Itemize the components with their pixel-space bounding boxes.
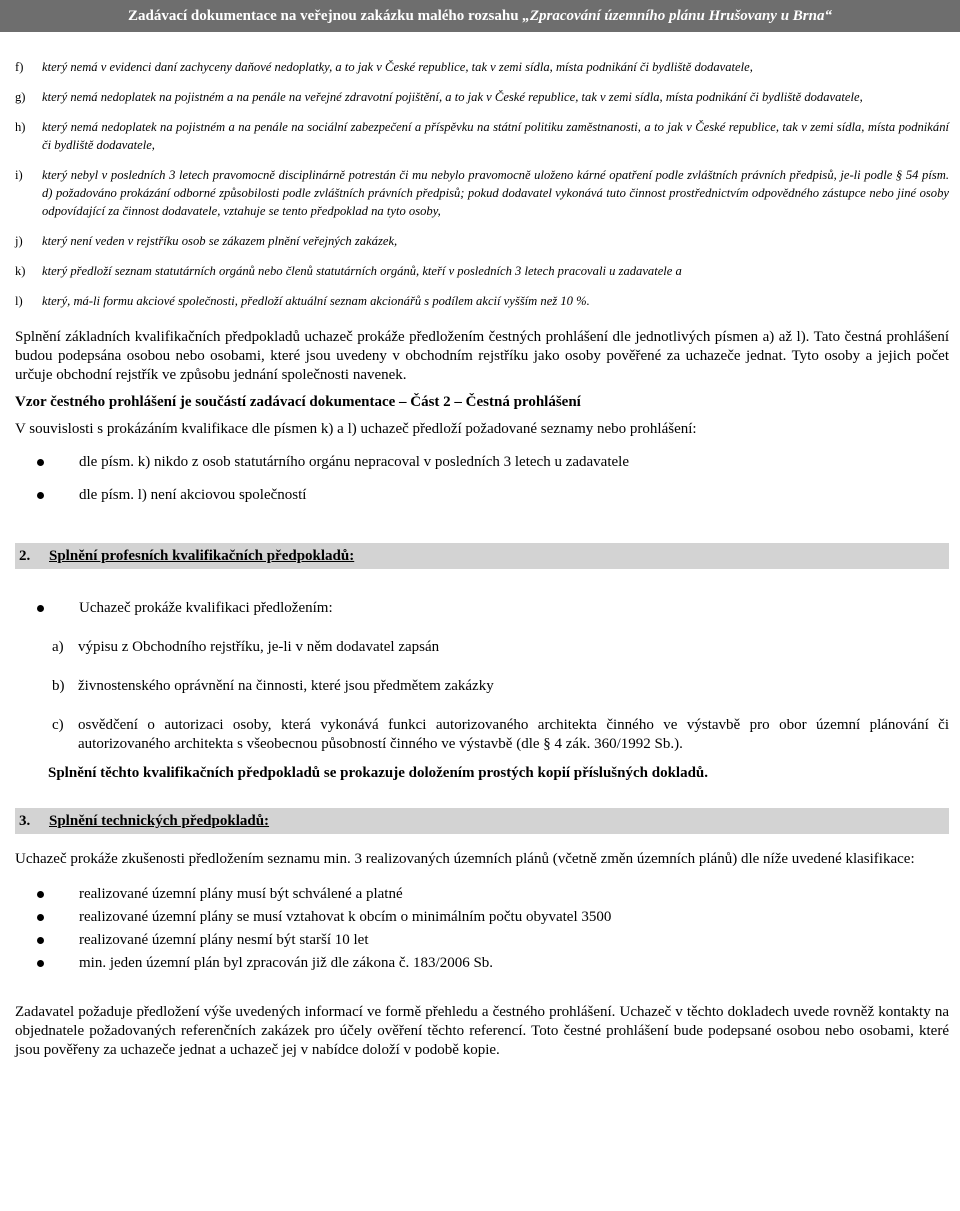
- list-item-k: [15, 262, 949, 280]
- header-prefix: Zadávací dokumentace na veřejnou zakázku malého rozsahu: [128, 8, 523, 24]
- bullet-icon: [37, 937, 44, 944]
- bullet-text: Uchazeč prokáže kvalifikaci předložením:: [79, 600, 333, 616]
- item-label: f): [15, 60, 24, 74]
- item-label: a): [52, 639, 64, 655]
- list-item-j: [15, 232, 949, 250]
- bullet-text: dle písm. l) není akciovou společností: [79, 487, 307, 503]
- bullet-item: [15, 931, 949, 950]
- item-text: který není veden v rejstříku osob se zákazem plnění veřejných zakázek,: [42, 234, 398, 248]
- list-item-g: [15, 88, 949, 106]
- paragraph-splneni: Splnění základních kvalifikačních předpokladů uchazeč prokáže předložením čestných prohlášení dle jednotlivých písmen a) až l). Tato čestná prohlášení budou podepsána osobou nebo osobami, které jsou uvedeny v obchodním rejstříku jako osoby pověřené za uchazeče jednat. Tyto osoby a jejich počet určuje obchodní rejstřík ve způsobu jednání společnosti navenek.: [15, 329, 949, 383]
- item-text: který nemá v evidenci daní zachyceny daňové nedoplatky, a to jak v České republice, tak v zemi sídla, místa podnikání či bydliště dodavatele,: [42, 60, 753, 74]
- list-item-l: [15, 292, 949, 310]
- bullet-text: realizované územní plány se musí vztahovat k obcím o minimálním počtu obyvatel 3500: [79, 909, 612, 925]
- bullet-item: [15, 453, 949, 472]
- bullet-text: dle písm. k) nikdo z osob statutárního orgánu nepracoval v posledních 3 letech u zadavatele: [79, 454, 629, 470]
- section-title: Splnění technických předpokladů:: [49, 813, 270, 829]
- item-label: l): [15, 294, 23, 308]
- item-text: živnostenského oprávnění na činnosti, které jsou předmětem zakázky: [78, 678, 494, 694]
- bullet-item: [15, 885, 949, 904]
- bullet-icon: [37, 605, 44, 612]
- item-text: který nemá nedoplatek na pojistném a na penále na sociální zabezpečení a příspěvku na státní politiku zaměstnanosti, a to jak v České republice, tak v zemi sídla, místa podnikání či bydliště dodavatele,: [42, 120, 949, 152]
- item-label: b): [52, 678, 65, 694]
- bullet-item: [15, 599, 949, 618]
- list-item-i: [15, 166, 949, 220]
- item-text: osvědčení o autorizaci osoby, která vykonává funkci autorizovaného architekta činného ve výstavbě pro obor územní plánování či autorizovaného architekta s všeobecnou působností činného ve výstavbě (dle § 4 zák. 360/1992 Sb.).: [78, 717, 949, 752]
- vzor-heading: Vzor čestného prohlášení je součástí zadávací dokumentace – Část 2 – Čestná prohlášení: [15, 394, 581, 410]
- section-heading-3: [15, 808, 949, 834]
- document-header: [0, 0, 960, 32]
- bullet-text: realizované územní plány nesmí být starší 10 let: [79, 932, 369, 948]
- list-item-b: [15, 677, 949, 696]
- bullet-icon: [37, 891, 44, 898]
- section-heading-2: [15, 543, 949, 569]
- item-label: g): [15, 90, 26, 104]
- header-title: „Zpracování územního plánu Hrušovany u Brna“: [522, 8, 832, 24]
- item-text: výpisu z Obchodního rejstříku, je-li v něm dodavatel zapsán: [78, 639, 440, 655]
- bullet-item: [15, 486, 949, 505]
- item-text: který nebyl v posledních 3 letech pravomocně disciplinárně potrestán či mu nebylo pravomocně uloženo kárné opatření podle zvláštních právních předpisů, je-li podle § 54 písm. d) požadováno prokázání odborné způsobilosti podle zvláštních právních předpisů; pokud dodavatel vykonává tuto činnost prostřednictvím odpovědného zástupce nebo jiné osoby odpovídající za činnost dodavatele, vztahuje se tento předpoklad na tyto osoby,: [42, 168, 949, 218]
- section-number: 2.: [19, 548, 31, 564]
- paragraph-zkusenosti: Uchazeč prokáže zkušenosti předložením seznamu min. 3 realizovaných územních plánů (včetně změn územních plánů) dle níže uvedené klasifikace:: [15, 851, 915, 867]
- list-item-f: [15, 58, 949, 76]
- bullet-icon: [37, 492, 44, 499]
- bullet-text: realizované územní plány musí být schválené a platné: [79, 886, 403, 902]
- item-text: který, má-li formu akciové společnosti, předloží aktuální seznam akcionářů s podílem akcií vyšším než 10 %.: [42, 294, 590, 308]
- section-title: Splnění profesních kvalifikačních předpokladů:: [49, 548, 355, 564]
- list-item-h: [15, 118, 949, 154]
- bullet-text: min. jeden územní plán byl zpracován již dle zákona č. 183/2006 Sb.: [79, 955, 494, 971]
- item-label: k): [15, 264, 26, 278]
- list-item-a: [15, 638, 949, 657]
- paragraph-souvislost: V souvislosti s prokázáním kvalifikace dle písmen k) a l) uchazeč předloží požadované seznamy nebo prohlášení:: [15, 421, 697, 437]
- item-label: c): [52, 717, 64, 733]
- item-label: h): [15, 120, 26, 134]
- bullet-icon: [37, 960, 44, 967]
- bullet-item: [15, 954, 949, 973]
- bullet-icon: [37, 459, 44, 466]
- paragraph-doklady: Splnění těchto kvalifikačních předpokladů se prokazuje doložením prostých kopií příslušných dokladů.: [48, 765, 709, 781]
- item-label: j): [15, 234, 23, 248]
- bullet-icon: [37, 914, 44, 921]
- paragraph-final: Zadavatel požaduje předložení výše uvedených informací ve formě přehledu a čestného prohlášení. Uchazeč v těchto dokladech uvede rovněž kontakty na objednatele požadovaných referenčních zakázek pro účely ověření těchto referencí. Toto čestné prohlášení bude podepsané osobou nebo osobami, které jsou pověřeny za uchazeče jednat a uchazeč jej v nabídce doloží v podobě kopie.: [15, 1004, 949, 1058]
- item-text: který předloží seznam statutárních orgánů nebo členů statutárních orgánů, kteří v posledních 3 letech pracovali u zadavatele a: [42, 264, 682, 278]
- document-body: [15, 46, 949, 1060]
- section-number: 3.: [19, 813, 31, 829]
- list-item-c: [15, 716, 949, 754]
- bullet-item: [15, 908, 949, 927]
- item-label: i): [15, 168, 23, 182]
- item-text: který nemá nedoplatek na pojistném a na penále na veřejné zdravotní pojištění, a to jak v České republice, tak v zemi sídla, místa podnikání či bydliště dodavatele,: [42, 90, 863, 104]
